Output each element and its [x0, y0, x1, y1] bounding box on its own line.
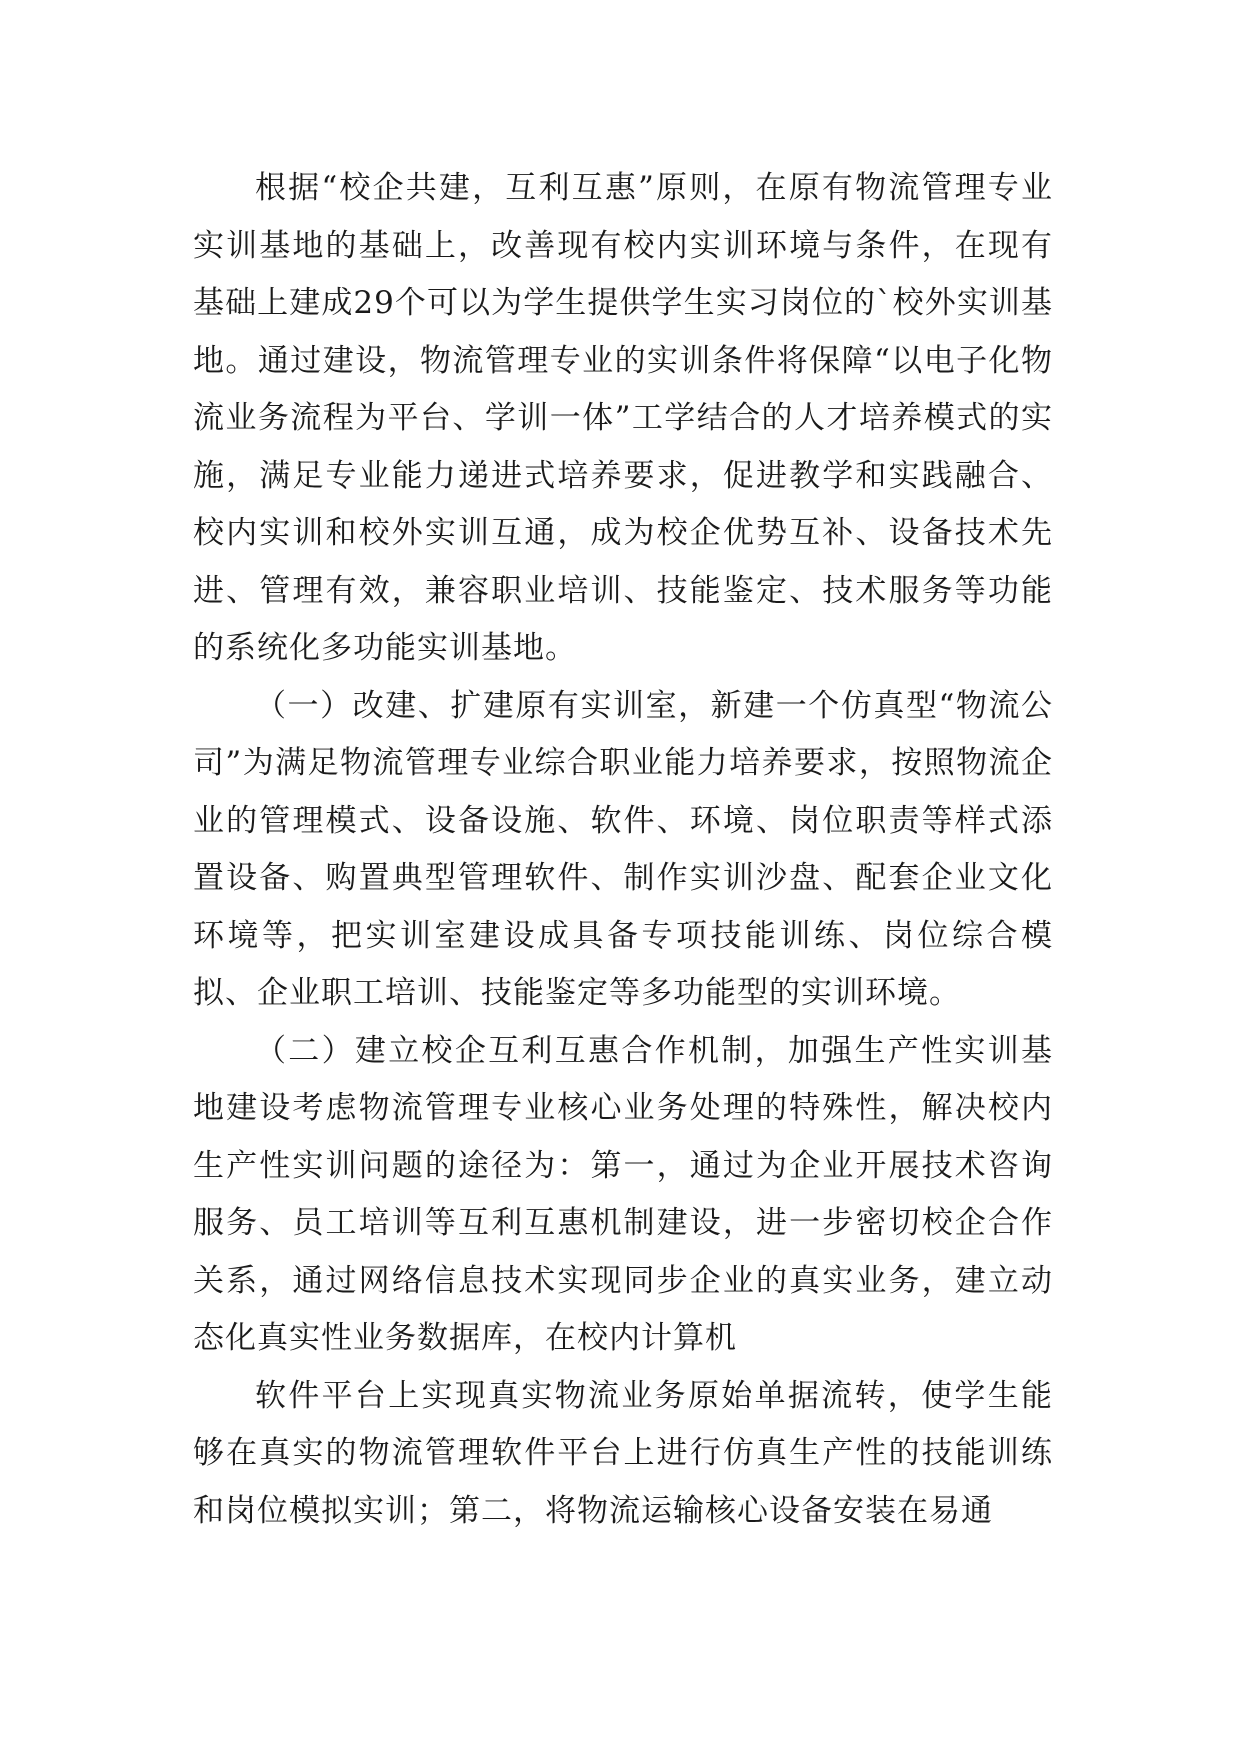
paragraph-intro: 根据“校企共建，互利互惠”原则，在原有物流管理专业实训基地的基础上，改善现有校内实训环境与条件，在现有基础上建成29个可以为学生提供学生实习岗位的`校外实训基地。通过建设，物流管理专业的实训条件将保障“以电子化物流业务流程为平台、学训一体”工学结合的人才培养模式的实施，满足专业能力递进式培养要求，促进教学和实践融合、校内实训和校外实训互通，成为校企优势互补、设备技术先进、管理有效，兼容职业培训、技能鉴定、技术服务等功能的系统化多功能实训基地。: [193, 170, 1053, 666]
paragraph-continuation: 软件平台上实现真实物流业务原始单据流转，使学生能够在真实的物流管理软件平台上进行仿真生产性的技能训练和岗位模拟实训；第二，将物流运输核心设备安装在易通: [193, 1377, 1053, 1529]
paragraph-section-two: （二）建立校企互利互惠合作机制，加强生产性实训基地建设考虑物流管理专业核心业务处理的特殊性，解决校内生产性实训问题的途径为：第一，通过为企业开展技术咨询服务、员工培训等互利互惠机制建设，进一步密切校企合作关系，通过网络信息技术实现同步企业的真实业务，建立动态化真实性业务数据库，在校内计算机: [193, 1032, 1053, 1356]
document-body: [193, 160, 1053, 1540]
paragraph-section-one: （一）改建、扩建原有实训室，新建一个仿真型“物流公司”为满足物流管理专业综合职业能力培养要求，按照物流企业的管理模式、设备设施、软件、环境、岗位职责等样式添置设备、购置典型管理软件、制作实训沙盘、配套企业文化环境等，把实训室建设成具备专项技能训练、岗位综合模拟、企业职工培训、技能鉴定等多功能型的实训环境。: [193, 687, 1053, 1011]
